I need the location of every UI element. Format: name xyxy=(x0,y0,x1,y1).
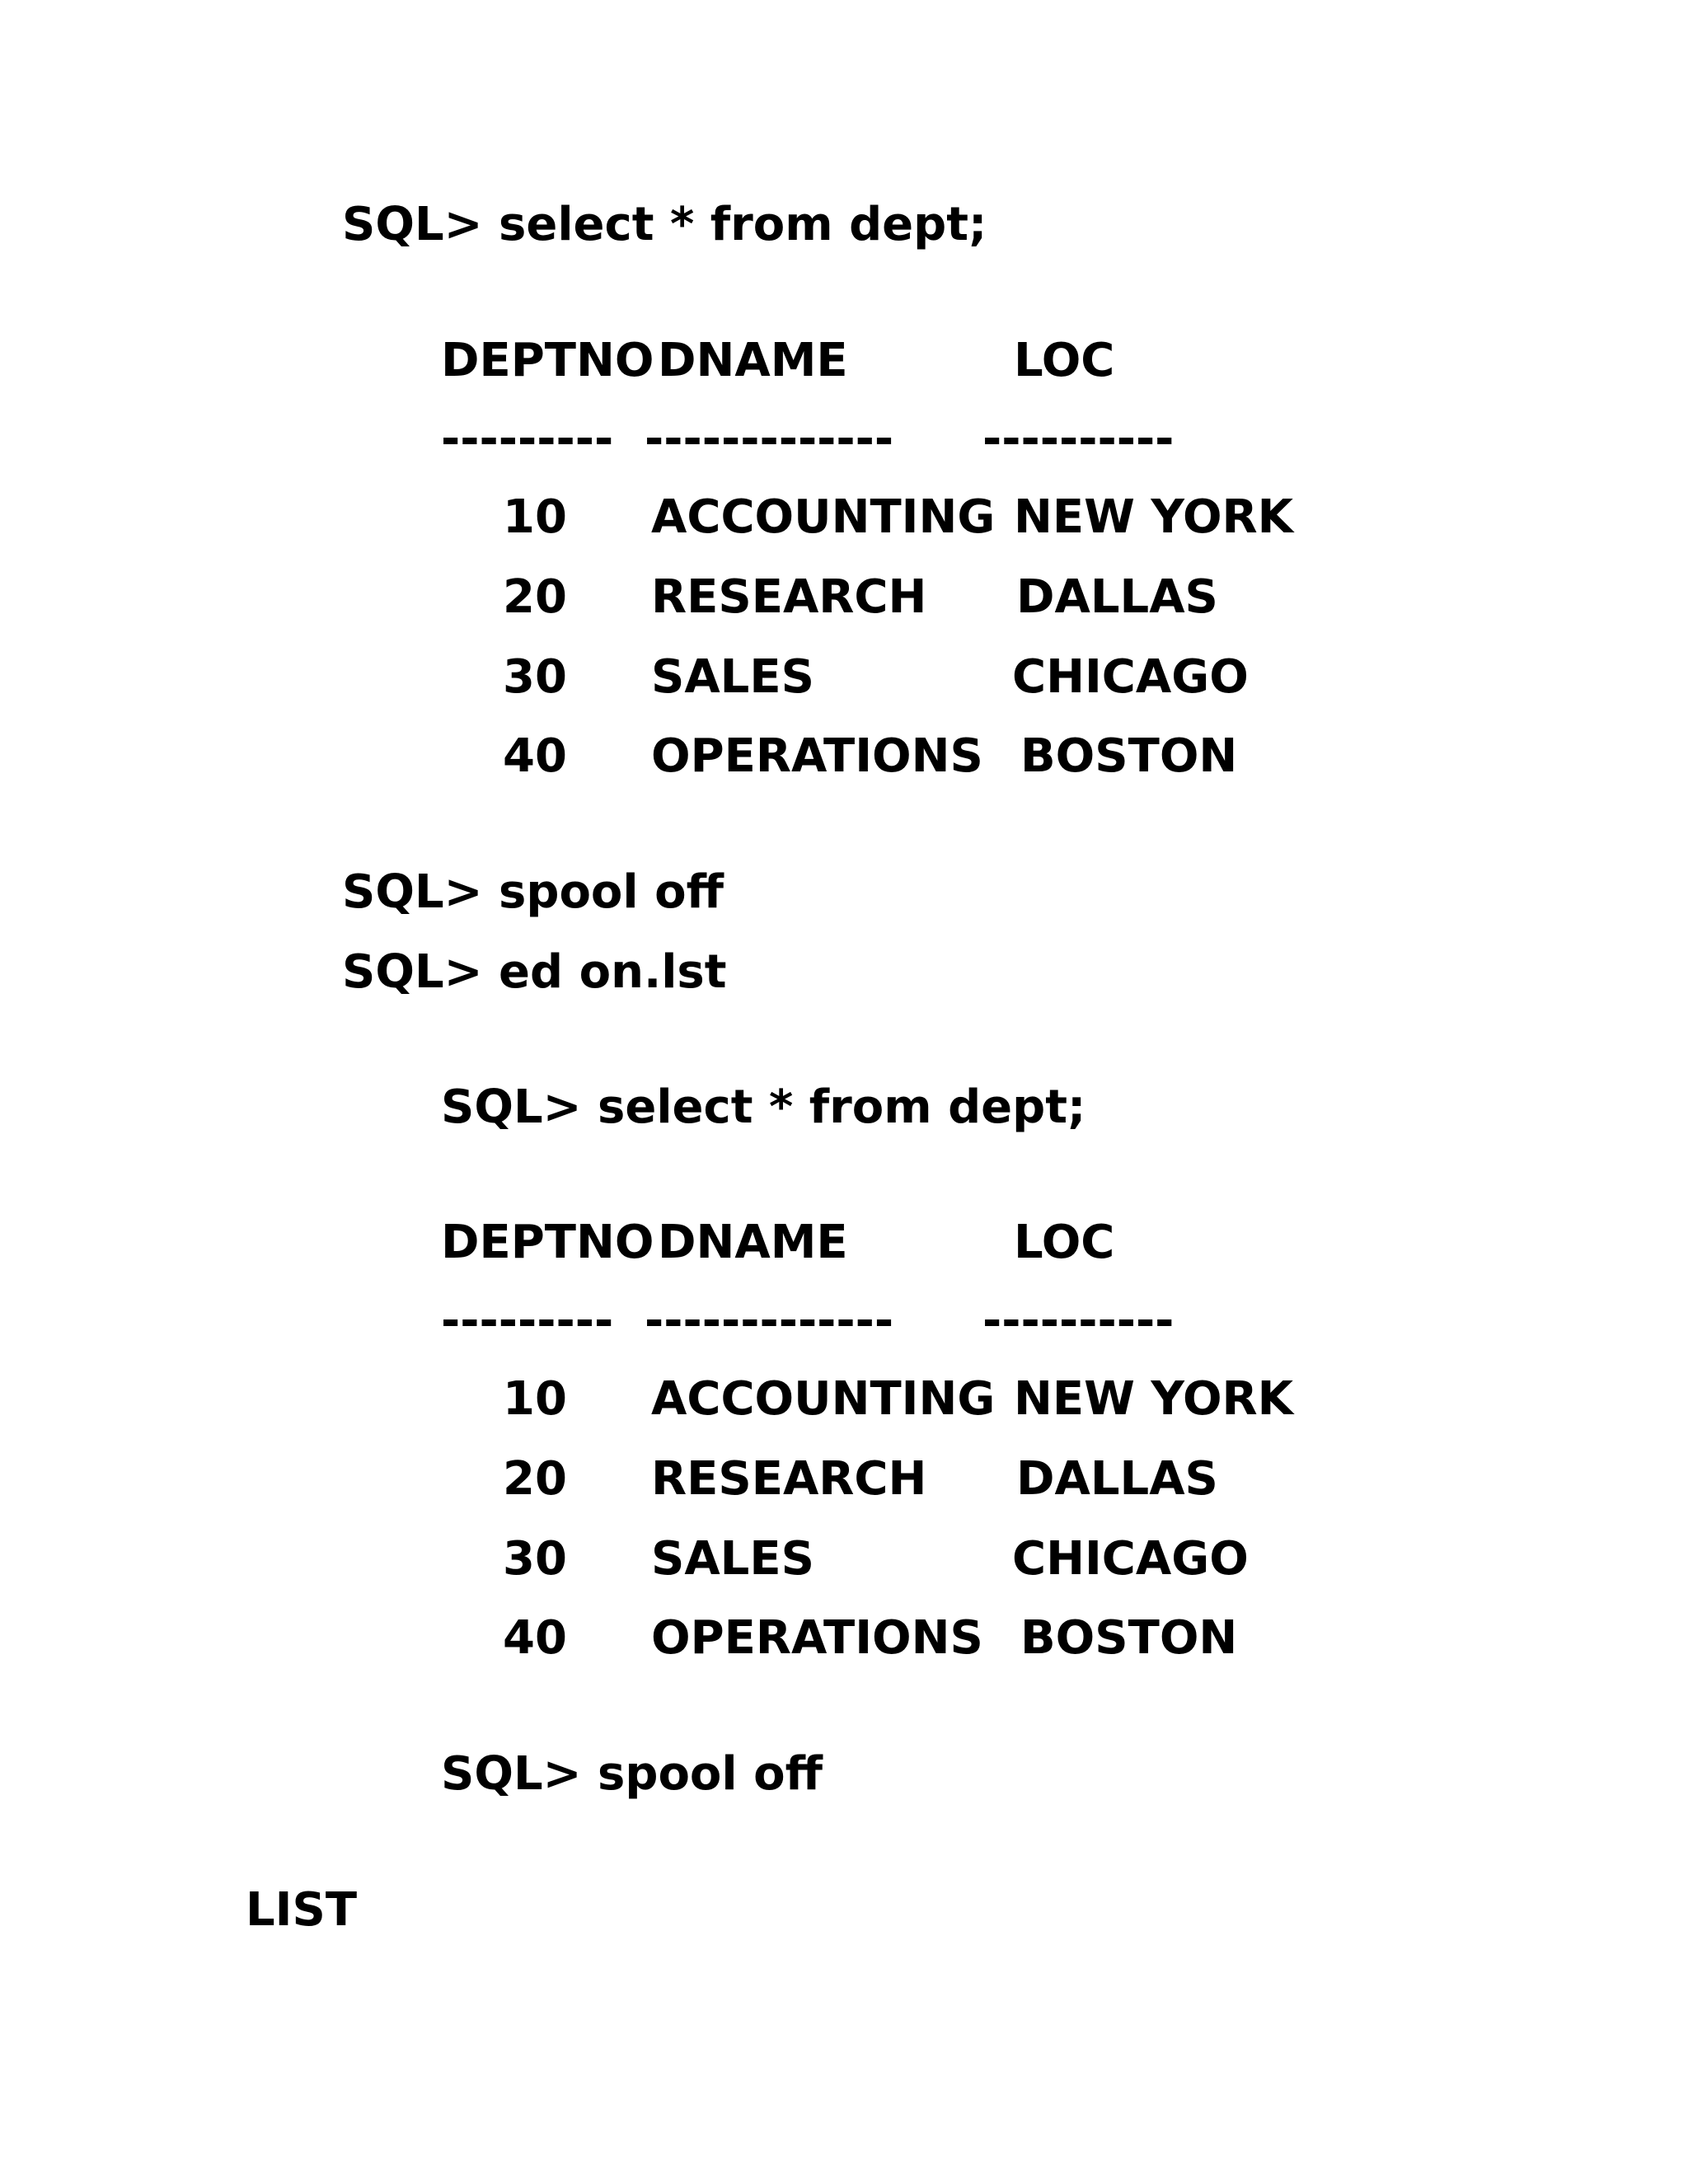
row-deptno: 20 xyxy=(503,1452,567,1506)
row-deptno: 20 xyxy=(503,570,567,624)
row-dname: SALES xyxy=(651,1532,814,1586)
row-loc: CHICAGO xyxy=(1012,1532,1249,1586)
row-dname: OPERATIONS xyxy=(651,729,983,783)
separator-dname: ------------- xyxy=(645,1294,894,1347)
row-dname: SALES xyxy=(651,650,814,704)
column-header-loc: LOC xyxy=(1014,334,1115,387)
row-loc: NEW YORK xyxy=(1014,1372,1294,1426)
row-loc: NEW YORK xyxy=(1014,490,1294,544)
separator-dname: ------------- xyxy=(645,412,894,466)
row-loc: DALLAS xyxy=(1016,570,1218,624)
row-dname: ACCOUNTING xyxy=(651,1372,996,1426)
row-loc: DALLAS xyxy=(1016,1452,1218,1506)
row-dname: OPERATIONS xyxy=(651,1611,983,1665)
sql-command: SQL> spool off xyxy=(441,1747,823,1801)
separator-deptno: --------- xyxy=(441,412,614,466)
row-dname: ACCOUNTING xyxy=(651,490,996,544)
separator-loc: ---------- xyxy=(982,412,1175,466)
row-deptno: 10 xyxy=(503,490,567,544)
column-header-loc: LOC xyxy=(1014,1216,1115,1269)
separator-deptno: --------- xyxy=(441,1294,614,1347)
column-header-dname: DNAME xyxy=(658,1216,848,1269)
row-deptno: 40 xyxy=(503,1611,567,1665)
row-deptno: 30 xyxy=(503,1532,567,1586)
sql-command: SQL> spool off xyxy=(342,865,724,919)
row-loc: CHICAGO xyxy=(1012,650,1249,704)
row-dname: RESEARCH xyxy=(651,570,927,624)
column-header-dname: DNAME xyxy=(658,334,848,387)
row-loc: BOSTON xyxy=(1020,729,1238,783)
column-header-deptno: DEPTNO xyxy=(441,1216,654,1269)
sql-command: SQL> select * from dept; xyxy=(441,1080,1086,1134)
sql-command: SQL> ed on.lst xyxy=(342,945,727,999)
row-deptno: 30 xyxy=(503,650,567,704)
row-loc: BOSTON xyxy=(1020,1611,1238,1665)
row-deptno: 10 xyxy=(503,1372,567,1426)
separator-loc: ---------- xyxy=(982,1294,1175,1347)
section-heading: LIST xyxy=(246,1883,358,1937)
sql-command: SQL> select * from dept; xyxy=(342,198,987,251)
row-deptno: 40 xyxy=(503,729,567,783)
row-dname: RESEARCH xyxy=(651,1452,927,1506)
column-header-deptno: DEPTNO xyxy=(441,334,654,387)
